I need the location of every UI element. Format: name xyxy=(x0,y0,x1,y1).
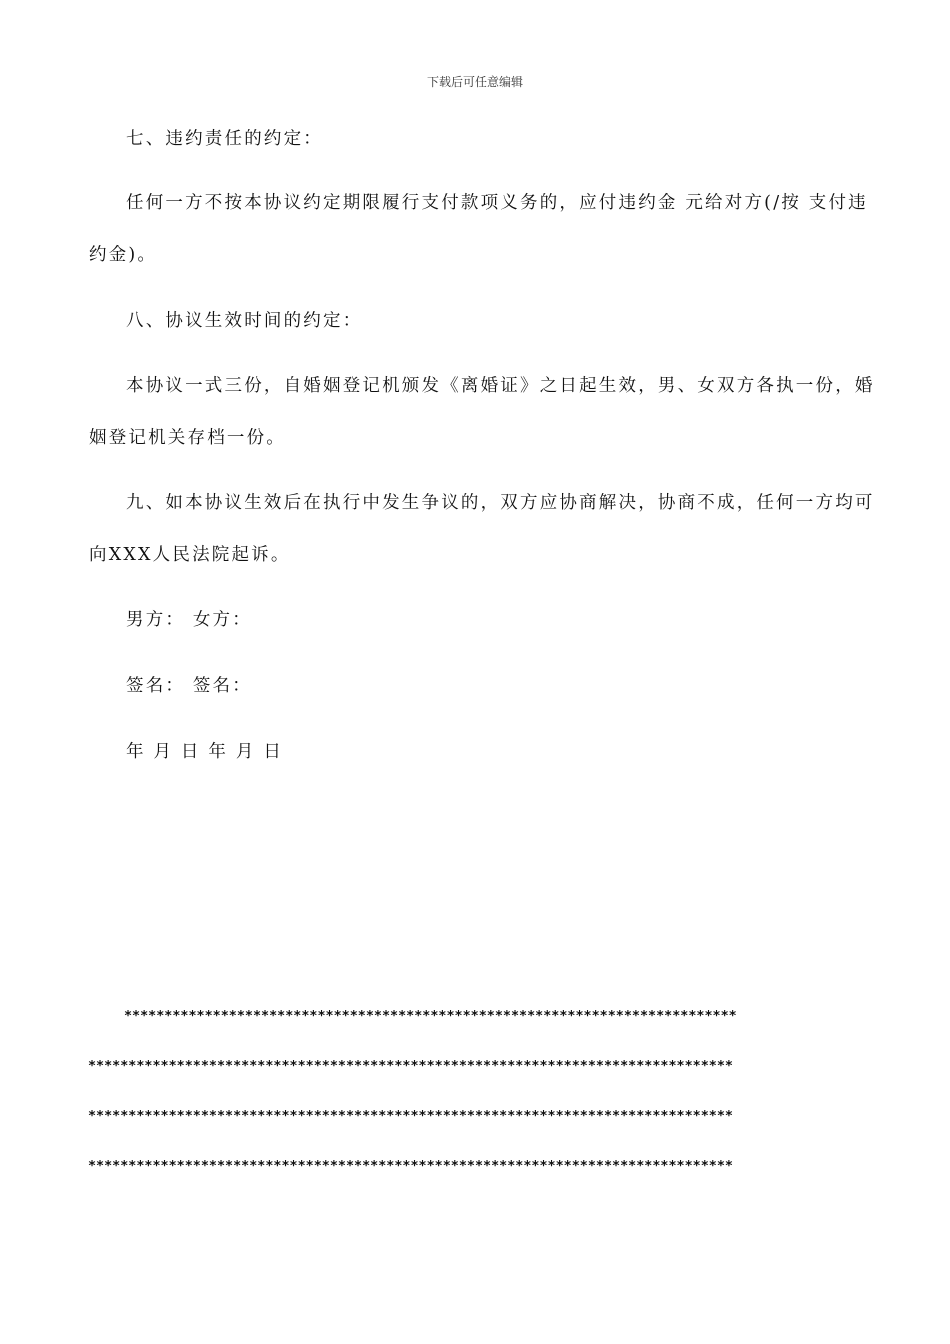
clause-9-text-line-1: 九、如本协议生效后在执行中发生争议的，双方应协商解决，协商不成，任何一方均可 xyxy=(126,493,875,513)
clause-8-text-line-2: 姻登记机关存档一份。 xyxy=(89,428,286,448)
signature-sign: 签名： 签名： xyxy=(126,676,252,696)
footer-stars-line-3: ******************************************************************************** xyxy=(88,1109,733,1124)
clause-8-title: 八、协议生效时间的约定： xyxy=(126,311,363,331)
footer-stars-line-2: ******************************************************************************** xyxy=(88,1059,733,1074)
clause-9-text-line-2: 向XXX人民法院起诉。 xyxy=(89,545,291,565)
signature-date: 年 月 日 年 月 日 xyxy=(126,742,284,762)
clause-7-text-line-1: 任何一方不按本协议约定期限履行支付款项义务的，应付违约金 元给对方(/按 支付违 xyxy=(126,193,868,213)
footer-stars-line-1: **************************************************************************** xyxy=(124,1009,737,1024)
clause-8-text-line-1: 本协议一式三份，自婚姻登记机颁发《离婚证》之日起生效，男、女双方各执一份，婚 xyxy=(126,376,875,396)
footer-stars-line-4: ******************************************************************************** xyxy=(88,1159,733,1174)
clause-7-title: 七、违约责任的约定： xyxy=(126,129,323,149)
clause-7-text-line-2: 约金)。 xyxy=(89,245,158,265)
signature-parties: 男方： 女方： xyxy=(126,610,252,630)
page-header: 下载后可任意编辑 xyxy=(426,75,523,89)
